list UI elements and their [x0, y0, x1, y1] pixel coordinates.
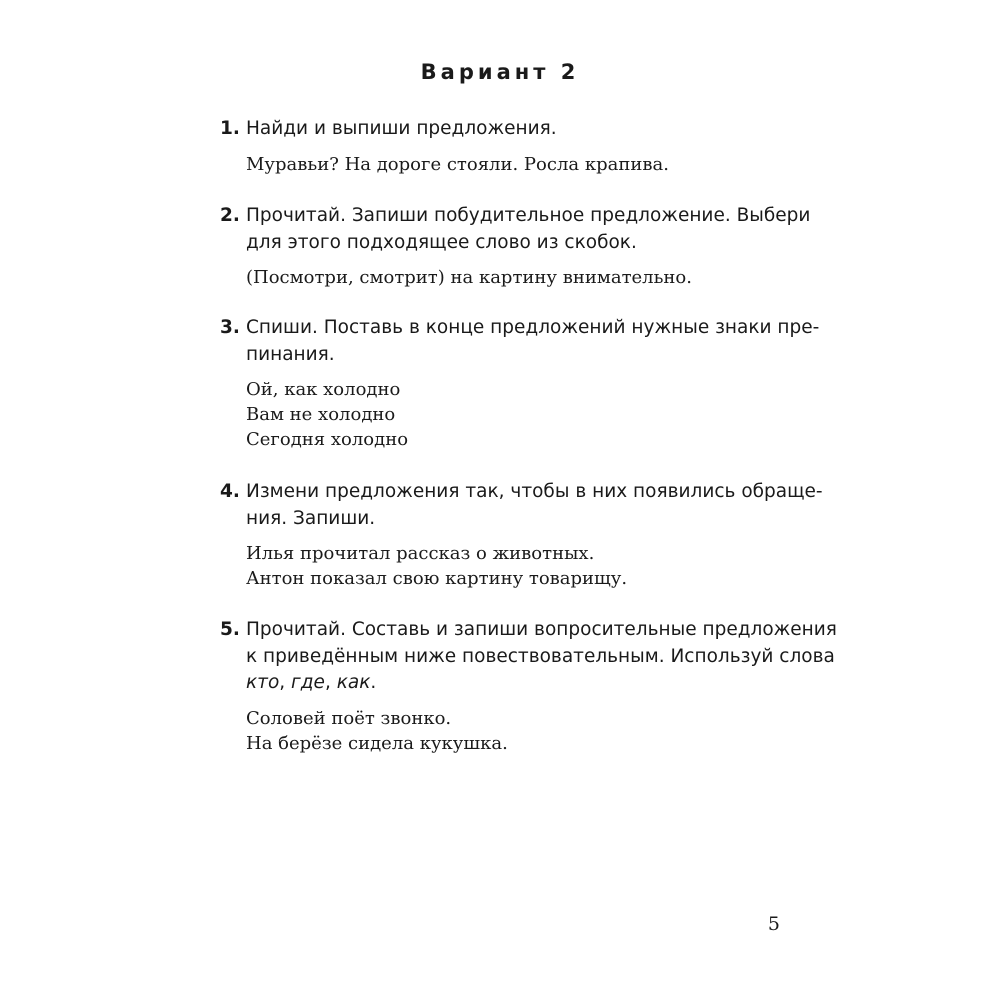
example-line: Ой, как холодно — [246, 379, 401, 400]
italic-word: кто — [246, 672, 280, 693]
example-line: Вам не холодно — [246, 404, 396, 425]
task-5 — [220, 617, 837, 756]
task-number: 1. — [220, 118, 240, 139]
example-line: Сегодня холодно — [246, 429, 409, 450]
instruction-line: Найди и выпиши предложения. — [246, 118, 557, 139]
instruction-line-italic-words: кто, где, как. — [246, 672, 377, 693]
instruction-line: Спиши. Поставь в конце предложений нужные знаки пре- — [246, 317, 820, 338]
task-number: 3. — [220, 317, 240, 338]
instruction-line: к приведённым ниже повествовательным. Используй слова — [246, 645, 835, 667]
example-line: Антон показал свою картину товарищу. — [246, 568, 628, 589]
task-4 — [220, 479, 823, 591]
instruction-line: пинания. — [246, 343, 335, 365]
task-example — [246, 152, 785, 177]
task-example — [246, 706, 785, 756]
instruction-line: для этого подходящее слово из скобок. — [246, 231, 637, 253]
task-number: 2. — [220, 205, 240, 226]
instruction-line: Прочитай. Запиши побудительное предложение. Выбери — [246, 205, 811, 226]
task-instruction — [246, 203, 811, 256]
page-number: 5 — [767, 913, 780, 935]
task-3 — [220, 315, 820, 452]
example-line: На берёзе сидела кукушка. — [246, 732, 508, 754]
italic-word: где — [291, 672, 325, 693]
task-example — [246, 541, 785, 591]
task-example — [246, 377, 785, 452]
task-number: 5. — [220, 619, 240, 640]
task-instruction — [246, 617, 837, 697]
example-line: Муравьи? На дороге стояли. Росла крапива. — [246, 153, 669, 175]
instruction-line: ния. Запиши. — [246, 507, 376, 529]
task-example — [246, 265, 785, 290]
task-instruction — [246, 479, 823, 532]
task-number: 4. — [220, 481, 240, 502]
page-title: Вариант 2 — [420, 60, 580, 84]
task-1 — [220, 116, 785, 177]
instruction-line: Прочитай. Составь и запиши вопросительные предложения — [246, 619, 837, 640]
task-instruction — [246, 315, 820, 368]
example-line: Илья прочитал рассказ о животных. — [246, 543, 595, 564]
task-2 — [220, 203, 811, 290]
task-instruction — [246, 116, 785, 143]
instruction-line: Измени предложения так, чтобы в них появились обраще- — [246, 481, 823, 502]
example-line: Соловей поёт звонко. — [246, 707, 452, 729]
italic-word: как — [336, 672, 371, 693]
example-line: (Посмотри, смотрит) на картину внимательно. — [246, 267, 692, 288]
